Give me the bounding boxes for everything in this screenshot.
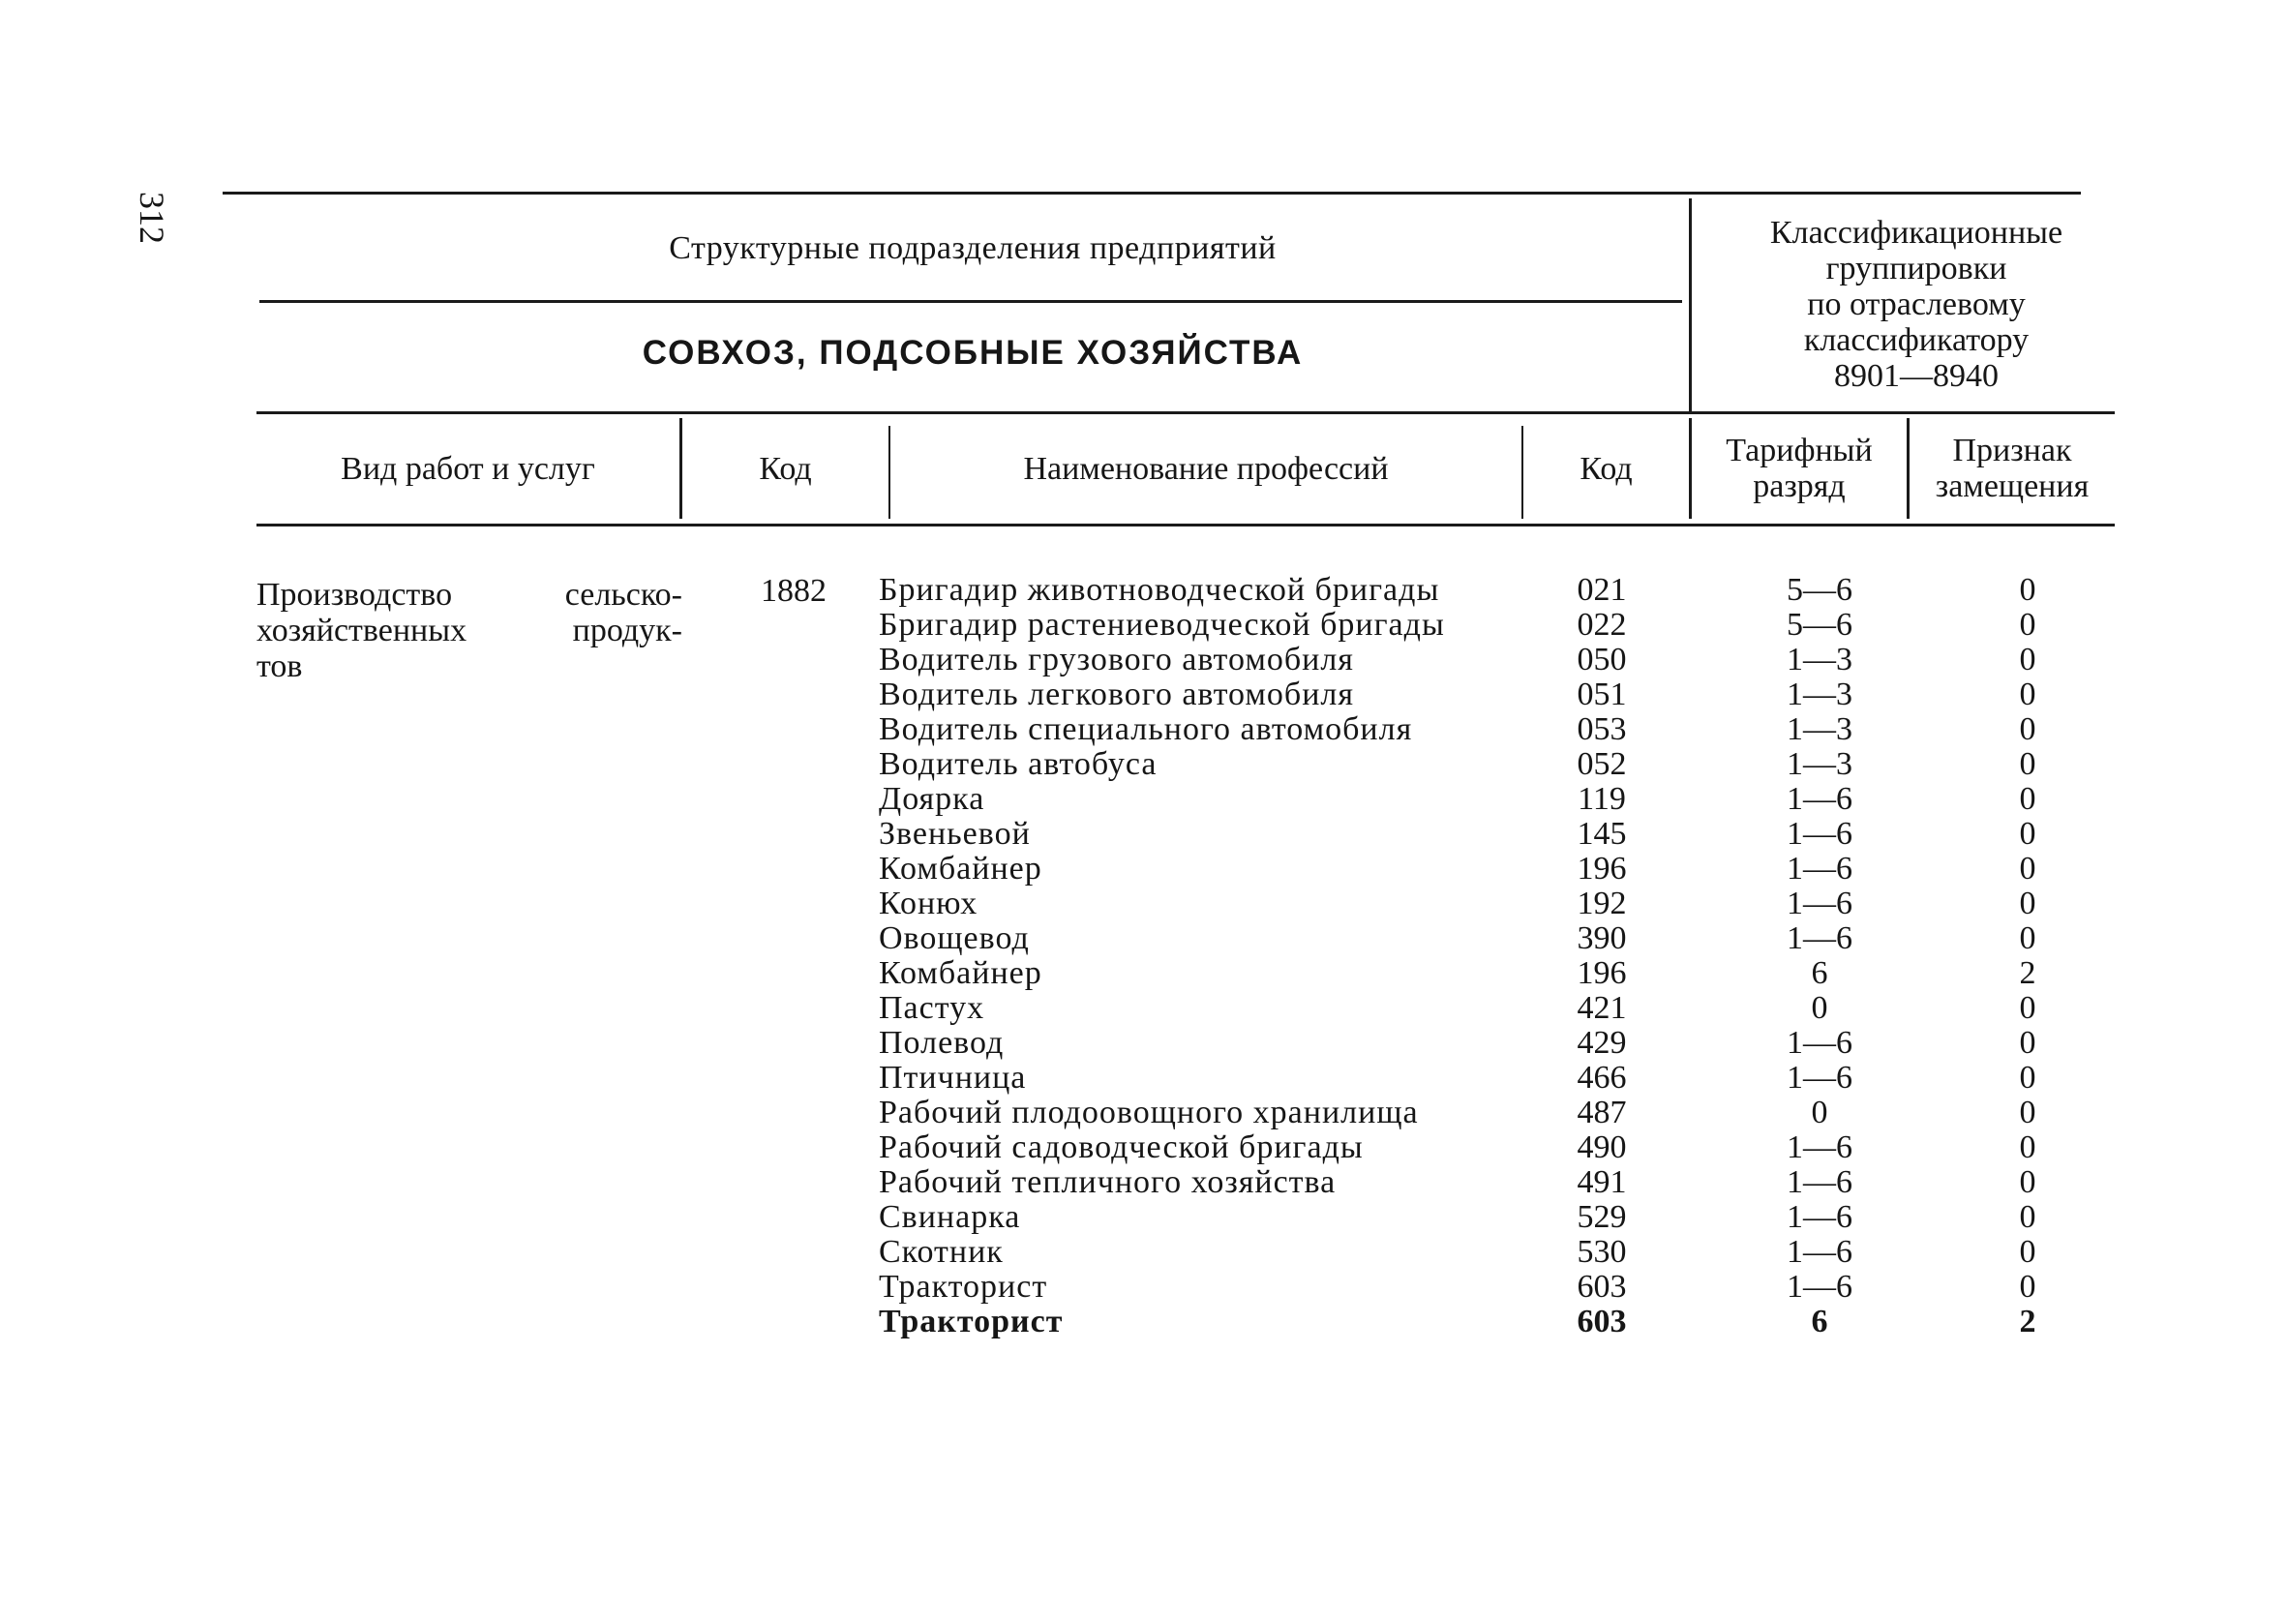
profession-name-cell: Водитель легкового автомобиля <box>879 677 1355 712</box>
profession-code-cell: 390 <box>1577 920 1627 956</box>
tariff-grade-cell: 1—3 <box>1787 642 1852 677</box>
profession-code-cell: 491 <box>1577 1164 1627 1200</box>
substitution-flag-cell: 0 <box>2019 677 2036 712</box>
tariff-grade-cell: 1—3 <box>1787 746 1852 782</box>
profession-name-cell: Водитель грузового автомобиля <box>879 642 1354 677</box>
tariff-grade-cell: 1—6 <box>1787 1060 1852 1096</box>
tariff-grade-cell: 1—6 <box>1787 886 1852 921</box>
column-header-profession-name: Наименование профессий <box>1023 451 1389 487</box>
profession-name-cell: Пастух <box>879 990 985 1026</box>
profession-code-cell: 603 <box>1577 1269 1627 1305</box>
substitution-flag-cell: 0 <box>2019 990 2036 1026</box>
classification-divider <box>1689 198 1692 411</box>
classification-heading <box>1694 215 2139 394</box>
profession-code-cell: 490 <box>1577 1129 1627 1165</box>
substitution-flag-cell: 0 <box>2019 886 2036 921</box>
column-header-profession-code: Код <box>1580 451 1633 487</box>
tariff-grade-line: разряд <box>1753 468 1846 504</box>
header-rule <box>256 411 2115 414</box>
column-header-work-type: Вид работ и услуг <box>341 451 595 487</box>
substitution-flag-cell: 0 <box>2019 1060 2036 1096</box>
profession-code-cell: 421 <box>1577 990 1627 1026</box>
profession-name-cell: Полевод <box>879 1025 1005 1061</box>
profession-name-cell: Комбайнер <box>879 851 1042 887</box>
classification-line: по отраслевому <box>1807 286 2026 322</box>
profession-name-cell: Свинарка <box>879 1199 1021 1235</box>
tariff-grade-cell: 1—6 <box>1787 1234 1852 1270</box>
section-title: СОВХОЗ, ПОДСОБНЫЕ ХОЗЯЙСТВА <box>642 334 1304 372</box>
tariff-grade-cell: 0 <box>1811 1095 1828 1130</box>
profession-code-cell: 466 <box>1577 1060 1627 1096</box>
substitution-flag-cell: 0 <box>2019 711 2036 747</box>
substitution-flag-column <box>1950 573 2105 1339</box>
classification-line: классификатору <box>1803 322 2030 358</box>
substitution-flag-cell: 0 <box>2019 572 2036 608</box>
profession-code-cell: 192 <box>1577 886 1627 921</box>
substitution-flag-cell: 0 <box>2019 816 2036 852</box>
substitution-flag-line: замещения <box>1935 468 2090 504</box>
profession-code-column <box>1544 573 1660 1339</box>
substitution-flag-cell: 0 <box>2019 1164 2036 1200</box>
column-header-tariff-grade <box>1692 433 1907 504</box>
profession-name-cell: Доярка <box>879 781 985 817</box>
tariff-grade-cell: 1—6 <box>1787 851 1852 887</box>
column-header-work-code: Код <box>759 451 812 487</box>
profession-name-cell: Водитель автобуса <box>879 746 1158 782</box>
substitution-flag-cell: 0 <box>2019 851 2036 887</box>
profession-code-cell: 529 <box>1577 1199 1627 1235</box>
tariff-grade-cell: 5—6 <box>1787 572 1852 608</box>
profession-name-cell: Комбайнер <box>879 955 1042 991</box>
profession-code-cell: 196 <box>1577 955 1627 991</box>
profession-name-cell: Конюх <box>879 886 978 921</box>
tariff-grade-cell: 0 <box>1811 990 1828 1026</box>
profession-code-cell: 145 <box>1577 816 1627 852</box>
substitution-flag-cell: 0 <box>2019 642 2036 677</box>
classification-line: 8901—8940 <box>1834 358 1999 394</box>
substitution-flag-cell: 0 <box>2019 1269 2036 1305</box>
title-divider-rule <box>259 300 1682 303</box>
profession-code-cell: 196 <box>1577 851 1627 887</box>
tariff-grade-cell: 1—6 <box>1787 1269 1852 1305</box>
tariff-grade-cell: 6 <box>1811 1304 1828 1339</box>
profession-name-cell: Скотник <box>879 1234 1004 1270</box>
work-type-line: тов <box>256 648 303 684</box>
substitution-flag-line: Признак <box>1952 433 2072 468</box>
substitution-flag-cell: 2 <box>2019 1304 2036 1339</box>
profession-name-column <box>879 573 1445 1339</box>
work-code-cell: 1882 <box>761 573 827 609</box>
tariff-grade-cell: 1—6 <box>1787 816 1852 852</box>
profession-name-cell: Рабочий садоводческой бригады <box>879 1129 1364 1165</box>
profession-code-cell: 051 <box>1577 677 1627 712</box>
tariff-grade-cell: 1—6 <box>1787 1129 1852 1165</box>
substitution-flag-cell: 2 <box>2019 955 2036 991</box>
substitution-flag-cell: 0 <box>2019 1199 2036 1235</box>
tariff-grade-cell: 6 <box>1811 955 1828 991</box>
tariff-grade-cell: 5—6 <box>1787 607 1852 643</box>
profession-code-cell: 021 <box>1577 572 1627 608</box>
tariff-grade-cell: 1—6 <box>1787 920 1852 956</box>
top-rule <box>223 192 2081 195</box>
substitution-flag-cell: 0 <box>2019 1234 2036 1270</box>
column-header-substitution-flag <box>1910 433 2115 504</box>
enterprise-divisions-title: Структурные подразделения предприятий <box>669 230 1277 266</box>
profession-code-cell: 119 <box>1578 781 1626 817</box>
substitution-flag-cell: 0 <box>2019 1095 2036 1130</box>
tariff-grade-cell: 1—6 <box>1787 1199 1852 1235</box>
profession-name-cell: Водитель специального автомобиля <box>879 711 1413 747</box>
profession-name-cell: Овощевод <box>879 920 1030 956</box>
profession-code-cell: 052 <box>1577 746 1627 782</box>
profession-name-cell: Рабочий тепличного хозяйства <box>879 1164 1337 1200</box>
tariff-grade-cell: 1—6 <box>1787 1164 1852 1200</box>
substitution-flag-cell: 0 <box>2019 1025 2036 1061</box>
column-header-bottom-rule <box>256 524 2115 526</box>
profession-code-cell: 022 <box>1577 607 1627 643</box>
profession-code-cell: 530 <box>1577 1234 1627 1270</box>
substitution-flag-cell: 0 <box>2019 1129 2036 1165</box>
profession-name-cell: Птичница <box>879 1060 1027 1096</box>
profession-code-cell: 487 <box>1577 1095 1627 1130</box>
tariff-grade-cell: 1—6 <box>1787 781 1852 817</box>
classification-line: группировки <box>1825 251 2007 286</box>
profession-name-cell: Бригадир животноводческой бригады <box>879 572 1440 608</box>
tariff-grade-cell: 1—6 <box>1787 1025 1852 1061</box>
tariff-grade-cell: 1—3 <box>1787 677 1852 712</box>
profession-name-cell: Звеньевой <box>879 816 1031 852</box>
substitution-flag-cell: 0 <box>2019 746 2036 782</box>
work-type-line: хозяйственных продук- <box>256 613 682 648</box>
profession-name-cell: Тракторист <box>879 1304 1064 1339</box>
tariff-grade-column <box>1723 573 1916 1339</box>
page-number: 312 <box>133 192 171 244</box>
profession-code-cell: 603 <box>1577 1304 1627 1339</box>
substitution-flag-cell: 0 <box>2019 781 2036 817</box>
profession-code-cell: 053 <box>1577 711 1627 747</box>
profession-name-cell: Тракторист <box>879 1269 1048 1305</box>
profession-code-cell: 050 <box>1577 642 1627 677</box>
tariff-grade-cell: 1—3 <box>1787 711 1852 747</box>
substitution-flag-cell: 0 <box>2019 607 2036 643</box>
substitution-flag-cell: 0 <box>2019 920 2036 956</box>
tariff-grade-line: Тарифный <box>1726 433 1873 468</box>
work-type-line: Производство сельско- <box>256 577 682 613</box>
profession-name-cell: Бригадир растениеводческой бригады <box>879 607 1445 643</box>
work-type-cell <box>256 577 682 684</box>
classification-line: Классификационные <box>1769 215 2063 251</box>
profession-code-cell: 429 <box>1577 1025 1627 1061</box>
profession-name-cell: Рабочий плодоовощного хранилища <box>879 1095 1419 1130</box>
